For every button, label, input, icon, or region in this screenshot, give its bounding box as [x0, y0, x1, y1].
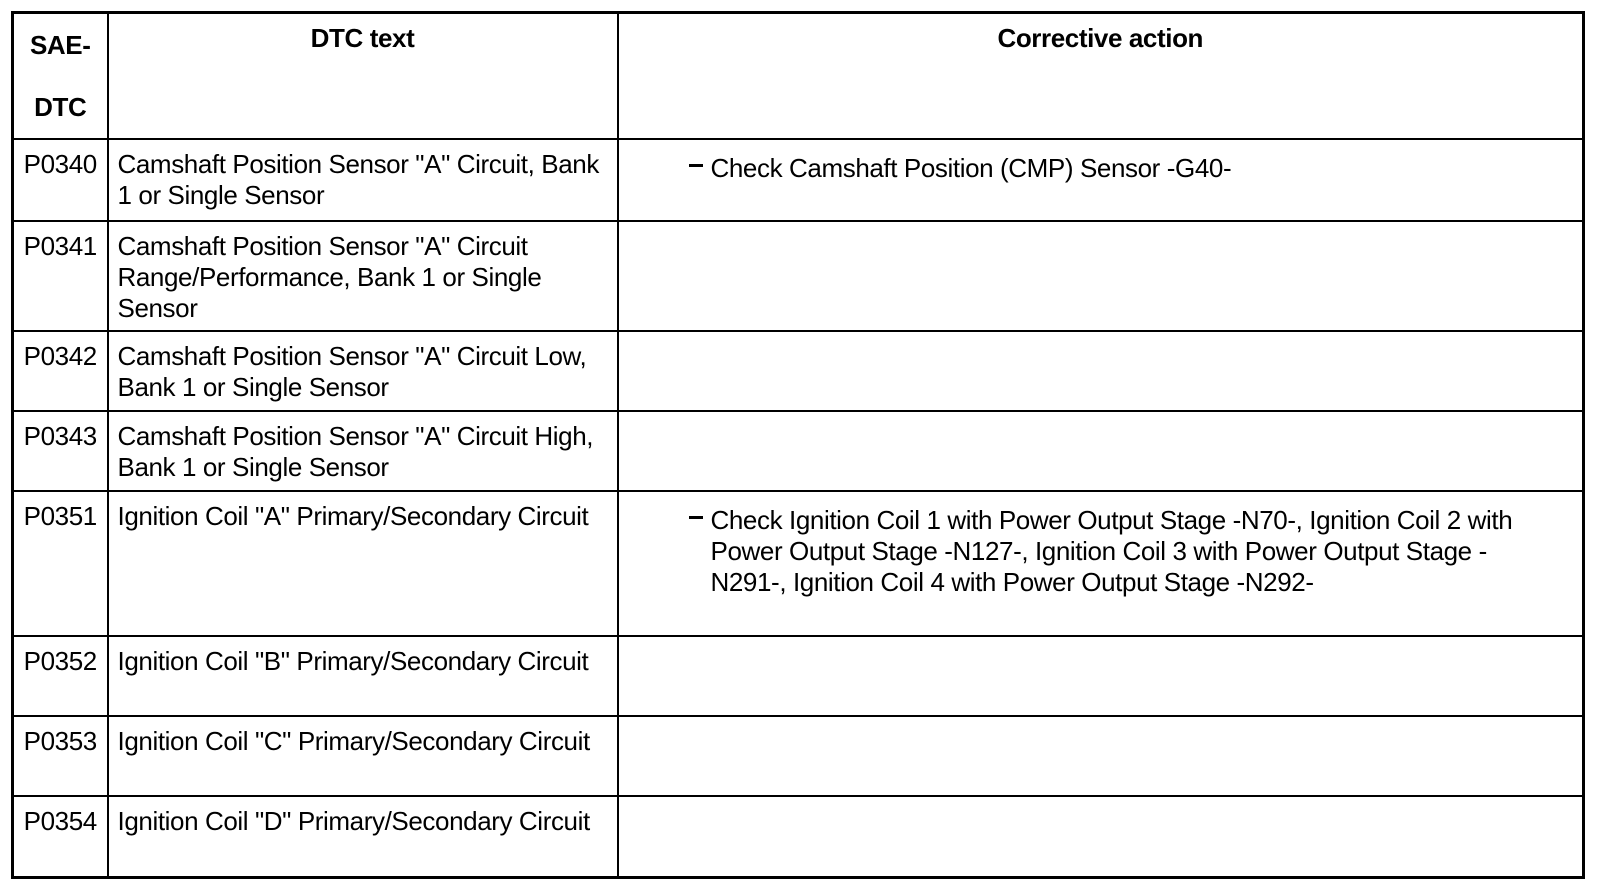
corrective-action — [618, 221, 1584, 331]
corrective-action — [618, 796, 1584, 877]
dtc-code: P0340 — [13, 139, 108, 221]
dtc-text: Camshaft Position Sensor "A" Circuit Low, Bank 1 or Single Sensor — [108, 331, 618, 411]
dtc-code: P0341 — [13, 221, 108, 331]
table-row — [13, 411, 1584, 491]
dtc-text: Ignition Coil "A" Primary/Secondary Circuit — [108, 491, 618, 636]
corrective-action — [618, 139, 1584, 221]
header-sae-dtc-line2: DTC — [34, 92, 87, 122]
corrective-action-item: Check Ignition Coil 1 with Power Output Stage -N70-, Ignition Coil 2 with Power Output Stage -N127-, Ignition Coil 3 with Power Output Stage -N291-, Ignition Coil 4 with Power Output Stage -N292- — [689, 505, 1563, 598]
corrective-action — [618, 716, 1584, 796]
header-row — [13, 13, 1584, 140]
dtc-text: Ignition Coil "B" Primary/Secondary Circuit — [108, 636, 618, 716]
dtc-text: Camshaft Position Sensor "A" Circuit High, Bank 1 or Single Sensor — [108, 411, 618, 491]
dtc-text: Ignition Coil "D" Primary/Secondary Circuit — [108, 796, 618, 877]
dtc-text: Camshaft Position Sensor "A" Circuit, Bank 1 or Single Sensor — [108, 139, 618, 221]
table-row — [13, 221, 1584, 331]
header-sae-dtc-line1: SAE- — [29, 30, 91, 60]
dtc-code: P0354 — [13, 796, 108, 877]
dtc-code: P0342 — [13, 331, 108, 411]
corrective-action — [618, 331, 1584, 411]
corrective-action — [618, 411, 1584, 491]
table-row — [13, 796, 1584, 877]
table-row — [13, 716, 1584, 796]
corrective-action — [618, 491, 1584, 636]
table-row — [13, 331, 1584, 411]
table-row — [13, 139, 1584, 221]
dtc-code: P0343 — [13, 411, 108, 491]
corrective-action-item: Check Camshaft Position (CMP) Sensor -G40- — [689, 153, 1563, 184]
header-sae-dtc — [13, 13, 108, 140]
dtc-code: P0351 — [13, 491, 108, 636]
table-row — [13, 636, 1584, 716]
dtc-text: Camshaft Position Sensor "A" Circuit Range/Performance, Bank 1 or Single Sensor — [108, 221, 618, 331]
corrective-action — [618, 636, 1584, 716]
header-corrective-action: Corrective action — [618, 13, 1584, 140]
dtc-text: Ignition Coil "C" Primary/Secondary Circuit — [108, 716, 618, 796]
dtc-table — [11, 11, 1585, 879]
table-row — [13, 491, 1584, 636]
dtc-code: P0353 — [13, 716, 108, 796]
dtc-code: P0352 — [13, 636, 108, 716]
header-dtc-text: DTC text — [108, 13, 618, 140]
